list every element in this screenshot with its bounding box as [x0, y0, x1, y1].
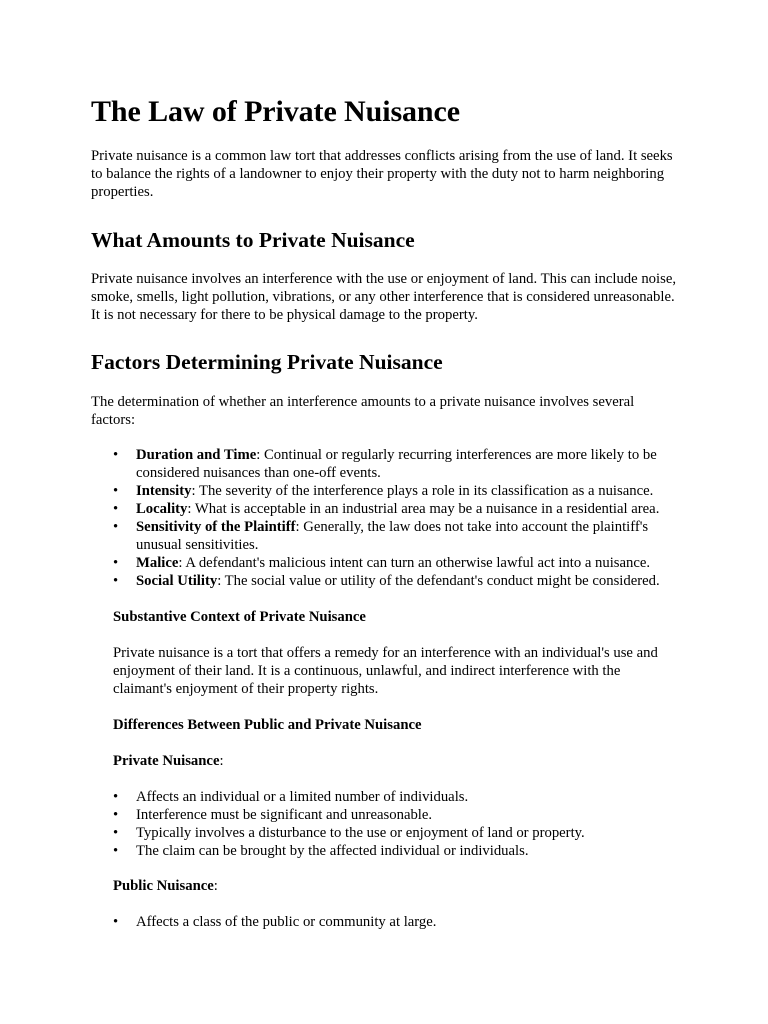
private-nuisance-colon: :: [219, 753, 224, 769]
public-nuisance-colon: :: [213, 878, 218, 894]
factors-intro-paragraph: The determination of whether an interference amounts to a private nuisance involves several factors:: [91, 394, 635, 428]
list-item: [113, 824, 678, 842]
list-item: [113, 788, 678, 806]
list-item-text: Affects an individual or a limited number of individuals.: [136, 789, 469, 805]
list-item: [113, 500, 678, 518]
factor-term: Duration and Time: [136, 447, 257, 463]
factor-term: Sensitivity of the Plaintiff: [136, 519, 296, 535]
list-item: [113, 554, 678, 572]
factor-term: Malice: [136, 555, 179, 571]
bullet-icon: •: [113, 555, 119, 571]
bullet-icon: •: [113, 483, 119, 499]
list-item: [113, 806, 678, 824]
private-nuisance-list: [91, 788, 678, 860]
list-item: [113, 518, 678, 554]
list-item: [113, 913, 678, 931]
factor-text: : Continual or regularly recurring interferences are more likely to be considered nuisances than one-off events.: [136, 447, 657, 481]
public-nuisance-label: [113, 877, 678, 895]
bullet-icon: •: [113, 519, 119, 535]
public-nuisance-term: Public Nuisance: [113, 878, 214, 894]
what-amounts-paragraph: Private nuisance involves an interference with the use or enjoyment of land. This can include noise, smoke, smells, light pollution, vibrations, or any other interference that is considered unreasonable. It is not necessary for there to be physical damage to the property.: [91, 271, 677, 323]
bullet-icon: •: [113, 501, 119, 517]
section-heading-what-amounts: What Amounts to Private Nuisance: [91, 228, 415, 252]
factor-term: Locality: [136, 501, 188, 517]
indented-block: [91, 608, 678, 770]
list-item: [113, 482, 678, 500]
bullet-icon: •: [113, 789, 119, 805]
factor-text: : What is acceptable in an industrial area may be a nuisance in a residential area.: [187, 501, 660, 517]
list-item-text: Typically involves a disturbance to the use or enjoyment of land or property.: [136, 825, 585, 841]
substantive-heading: Substantive Context of Private Nuisance: [113, 609, 366, 625]
public-nuisance-list: [91, 913, 678, 931]
factor-term: Intensity: [136, 483, 192, 499]
intro-paragraph: Private nuisance is a common law tort that addresses conflicts arising from the use of land. It seeks to balance the rights of a landowner to enjoy their property with the duty not to harm neighboring properties.: [91, 148, 673, 200]
factors-list: [91, 446, 678, 590]
bullet-icon: •: [113, 807, 119, 823]
list-item: [113, 446, 678, 482]
indented-block-public: [91, 877, 678, 895]
section-heading-factors: Factors Determining Private Nuisance: [91, 350, 443, 374]
private-nuisance-term: Private Nuisance: [113, 753, 220, 769]
list-item: [113, 572, 678, 590]
list-item-text: Affects a class of the public or community at large.: [136, 914, 437, 930]
factor-text: : A defendant's malicious intent can turn an otherwise lawful act into a nuisance.: [178, 555, 651, 571]
list-item-text: Interference must be significant and unreasonable.: [136, 807, 433, 823]
differences-heading: Differences Between Public and Private Nuisance: [113, 717, 422, 733]
bullet-icon: •: [113, 447, 119, 463]
list-item-text: The claim can be brought by the affected individual or individuals.: [136, 843, 529, 859]
bullet-icon: •: [113, 843, 119, 859]
bullet-icon: •: [113, 914, 119, 930]
factor-text: : The severity of the interference plays a role in its classification as a nuisance.: [191, 483, 654, 499]
bullet-icon: •: [113, 573, 119, 589]
page-title: The Law of Private Nuisance: [91, 95, 460, 128]
substantive-paragraph: Private nuisance is a tort that offers a remedy for an interference with an individual's use and enjoyment of their land. It is a continuous, unlawful, and indirect interference with the claimant's enjoyment of their property rights.: [113, 645, 658, 697]
bullet-icon: •: [113, 825, 119, 841]
list-item: [113, 842, 678, 860]
private-nuisance-label: [113, 752, 678, 770]
factor-text: : Generally, the law does not take into account the plaintiff's unusual sensitivities.: [136, 519, 649, 553]
factor-term: Social Utility: [136, 573, 218, 589]
factor-text: : The social value or utility of the defendant's conduct might be considered.: [217, 573, 660, 589]
